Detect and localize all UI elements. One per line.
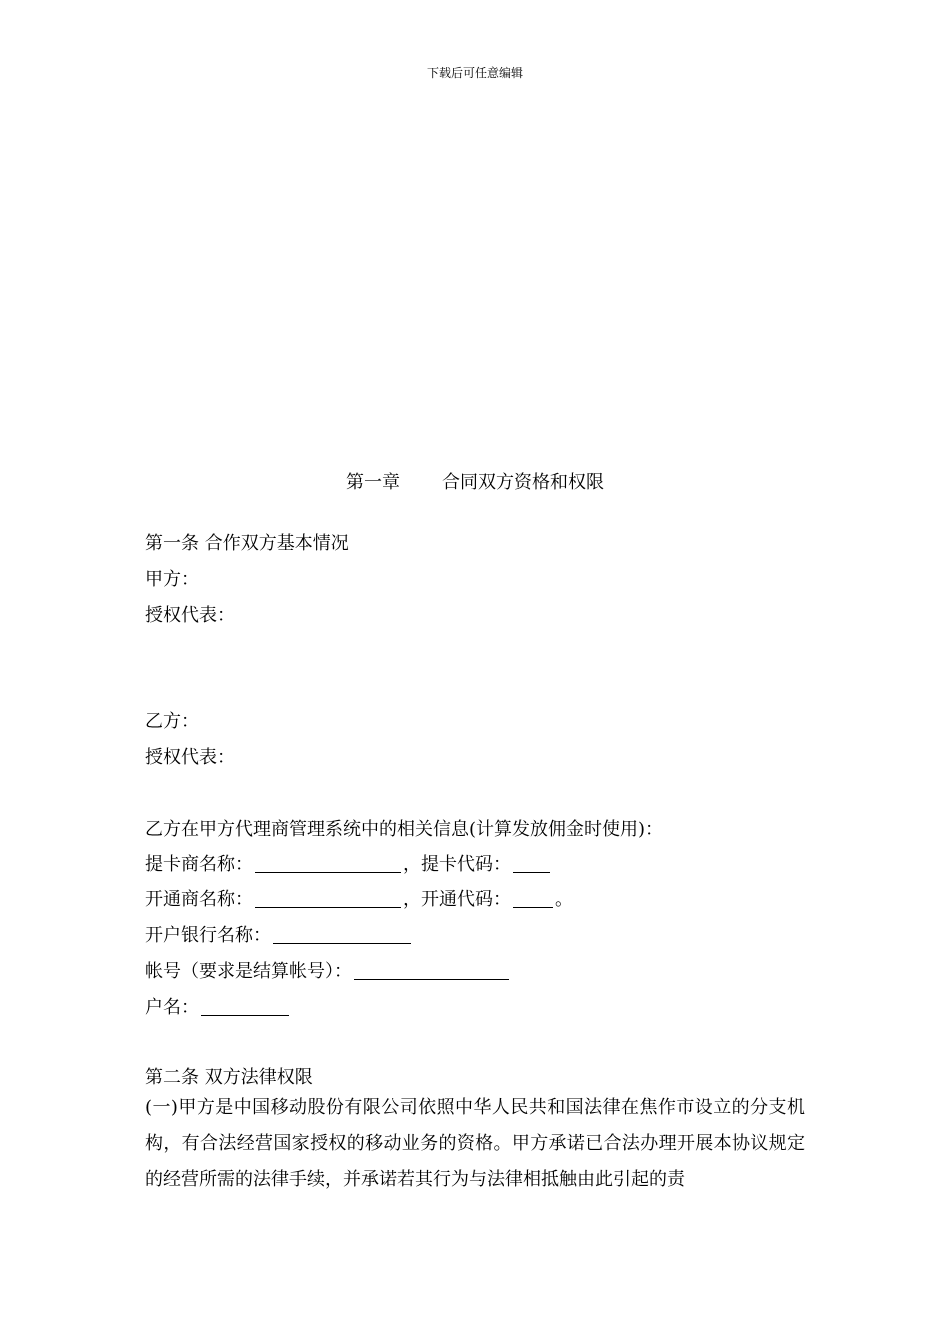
card-vendor-name-blank[interactable]	[255, 854, 401, 873]
bank-name-blank[interactable]	[273, 925, 411, 944]
activation-vendor-row	[145, 885, 573, 911]
article2-title: 第二条 双方法律权限	[145, 1067, 313, 1088]
info-intro: 乙方在甲方代理商管理系统中的相关信息(计算发放佣金时使用)：	[145, 819, 664, 840]
activation-vendor-name-label: 开通商名称：	[145, 889, 253, 910]
chapter-number: 第一章	[346, 472, 400, 493]
party-a-label: 甲方：	[145, 569, 199, 590]
bank-name-row	[145, 921, 413, 947]
card-vendor-name-label: 提卡商名称：	[145, 854, 253, 875]
page-header-note: 下载后可任意编辑	[426, 66, 523, 80]
activation-code-blank[interactable]	[513, 889, 553, 908]
article2-paragraph-1: (一)甲方是中国移动股份有限公司依照中华人民共和国法律在焦作市设立的分支机构，有合法经营国家授权的移动业务的资格。甲方承诺已合法办理开展本协议规定的经营所需的法律手续，并承诺若其行为与法律相抵触由此引起的责	[145, 1097, 805, 1190]
account-holder-label: 户名：	[145, 997, 199, 1018]
party-a-rep-label: 授权代表：	[145, 605, 235, 626]
activation-vendor-name-blank[interactable]	[255, 889, 401, 908]
activation-code-label: ，开通代码：	[403, 889, 511, 910]
account-holder-blank[interactable]	[201, 997, 289, 1016]
account-no-blank[interactable]	[354, 961, 509, 980]
card-vendor-code-label: ，提卡代码：	[403, 854, 511, 875]
card-vendor-code-blank[interactable]	[513, 854, 550, 873]
account-no-label: 帐号（要求是结算帐号）：	[145, 961, 352, 982]
account-holder-row	[145, 993, 291, 1019]
card-vendor-row	[145, 850, 552, 876]
bank-name-label: 开户银行名称：	[145, 925, 271, 946]
chapter-title: 合同双方资格和权限	[442, 472, 604, 493]
chapter-heading	[0, 468, 950, 494]
article1-title: 第一条 合作双方基本情况	[145, 533, 349, 554]
party-b-label: 乙方：	[145, 711, 199, 732]
account-no-row	[145, 957, 511, 983]
activation-end-mark: 。	[555, 889, 573, 910]
party-b-rep-label: 授权代表：	[145, 747, 235, 768]
